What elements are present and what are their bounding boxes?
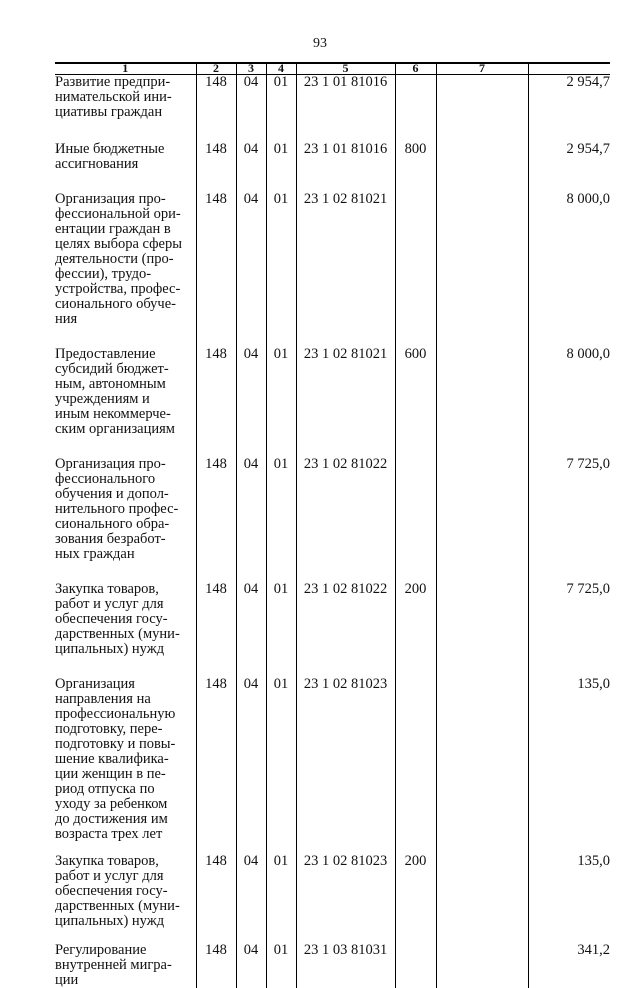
row-name-cell (55, 75, 196, 143)
row-name-line: риод отпуска по (55, 781, 155, 797)
target-article-cell: 23 1 02 81021 (296, 192, 395, 347)
row-name-line: Иные бюджетные (55, 141, 165, 157)
row-name-cell (55, 943, 196, 988)
section-code-cell: 04 (236, 677, 266, 854)
table-row (55, 142, 610, 192)
ministry-code-cell: 148 (196, 943, 236, 988)
row-name-line: ентации граждан в (55, 221, 171, 237)
column-header: 1 (55, 63, 196, 75)
row-name-line: Организация про- (55, 456, 166, 472)
expense-type-cell: 800 (395, 142, 436, 192)
row-name-line: подготовку, пере- (55, 721, 163, 737)
row-name-line: нимательской ини- (55, 89, 172, 105)
expense-type-cell: 600 (395, 347, 436, 457)
section-code-cell: 04 (236, 192, 266, 347)
row-name-line: профессиональную (55, 706, 176, 722)
section-code-cell: 04 (236, 75, 266, 143)
row-name-line: деятельности (про- (55, 251, 174, 267)
row-name-line: ции (55, 972, 79, 988)
ministry-code-cell: 148 (196, 582, 236, 677)
subsection-code-cell: 01 (266, 677, 296, 854)
section-code-cell: 04 (236, 582, 266, 677)
row-name-line: обеспечения госу- (55, 883, 168, 899)
row-name-line: циативы граждан (55, 104, 163, 120)
subsection-code-cell: 01 (266, 457, 296, 582)
row-name-line: до достижения им (55, 811, 168, 827)
expense-type-cell (395, 192, 436, 347)
target-article-cell: 23 1 02 81021 (296, 347, 395, 457)
row-name-cell (55, 192, 196, 347)
ministry-code-cell: 148 (196, 192, 236, 347)
column-7-cell (436, 142, 528, 192)
ministry-code-cell: 148 (196, 142, 236, 192)
row-name-line: нительного профес- (55, 501, 179, 517)
row-name-line: дарственных (муни- (55, 626, 180, 642)
column-header: 7 (436, 63, 528, 75)
column-header: 2 (196, 63, 236, 75)
row-name-line: целях выбора сферы (55, 236, 182, 252)
column-7-cell (436, 582, 528, 677)
target-article-cell: 23 1 02 81022 (296, 457, 395, 582)
row-name-line: Регулирование (55, 942, 147, 958)
column-7-cell (436, 677, 528, 854)
target-article-cell: 23 1 03 81031 (296, 943, 395, 988)
expense-type-cell (395, 457, 436, 582)
table-row (55, 582, 610, 677)
column-header (528, 63, 610, 75)
row-name-cell (55, 457, 196, 582)
table-row (55, 347, 610, 457)
section-code-cell: 04 (236, 142, 266, 192)
column-7-cell (436, 854, 528, 943)
table-row (55, 192, 610, 347)
row-name-line: сионального обуче- (55, 296, 176, 312)
row-name-line: ципальных) нужд (55, 913, 165, 929)
subsection-code-cell: 01 (266, 347, 296, 457)
section-code-cell: 04 (236, 457, 266, 582)
column-7-cell (436, 943, 528, 988)
ministry-code-cell: 148 (196, 854, 236, 943)
row-name-line: субсидий бюджет- (55, 361, 169, 377)
target-article-cell: 23 1 01 81016 (296, 142, 395, 192)
target-article-cell: 23 1 02 81023 (296, 677, 395, 854)
row-name-line: направления на (55, 691, 151, 707)
row-name-line: Организация (55, 676, 135, 692)
row-name-line: фессиональной ори- (55, 206, 181, 222)
column-7-cell (436, 457, 528, 582)
target-article-cell: 23 1 01 81016 (296, 75, 395, 143)
section-code-cell: 04 (236, 347, 266, 457)
budget-table (55, 63, 610, 988)
row-name-cell (55, 854, 196, 943)
row-name-line: возраста трех лет (55, 826, 163, 842)
ministry-code-cell: 148 (196, 75, 236, 143)
column-7-cell (436, 347, 528, 457)
row-name-line: ским организациям (55, 421, 175, 437)
page-number: 93 (313, 36, 327, 51)
amount-cell: 135,0 (528, 854, 610, 943)
expense-type-cell (395, 677, 436, 854)
row-name-line: шение квалифика- (55, 751, 169, 767)
target-article-cell: 23 1 02 81022 (296, 582, 395, 677)
subsection-code-cell: 01 (266, 142, 296, 192)
row-name-line: ции женщин в пе- (55, 766, 166, 782)
row-name-line: работ и услуг для (55, 868, 164, 884)
row-name-line: ассигнования (55, 156, 139, 172)
row-name-cell (55, 347, 196, 457)
row-name-cell (55, 142, 196, 192)
amount-cell: 7 725,0 (528, 457, 610, 582)
amount-cell: 2 954,7 (528, 75, 610, 143)
column-header: 5 (296, 63, 395, 75)
column-header: 3 (236, 63, 266, 75)
row-name-line: обучения и допол- (55, 486, 169, 502)
ministry-code-cell: 148 (196, 677, 236, 854)
table-row (55, 457, 610, 582)
row-name-line: работ и услуг для (55, 596, 164, 612)
row-name-line: иным некоммерче- (55, 406, 171, 422)
expense-type-cell: 200 (395, 854, 436, 943)
amount-cell: 7 725,0 (528, 582, 610, 677)
target-article-cell: 23 1 02 81023 (296, 854, 395, 943)
subsection-code-cell: 01 (266, 582, 296, 677)
expense-type-cell (395, 75, 436, 143)
column-header: 4 (266, 63, 296, 75)
row-name-line: внутренней мигра- (55, 957, 172, 973)
amount-cell: 341,2 (528, 943, 610, 988)
amount-cell: 8 000,0 (528, 347, 610, 457)
row-name-line: Развитие предпри- (55, 74, 171, 90)
row-name-line: ципальных) нужд (55, 641, 165, 657)
row-name-line: учреждениям и (55, 391, 150, 407)
subsection-code-cell: 01 (266, 943, 296, 988)
expense-type-cell: 200 (395, 582, 436, 677)
subsection-code-cell: 01 (266, 854, 296, 943)
subsection-code-cell: 01 (266, 75, 296, 143)
row-name-cell (55, 582, 196, 677)
row-name-line: подготовку и повы- (55, 736, 176, 752)
row-name-line: зования безработ- (55, 531, 166, 547)
row-name-line: устройства, профес- (55, 281, 181, 297)
subsection-code-cell: 01 (266, 192, 296, 347)
row-name-cell (55, 677, 196, 854)
row-name-line: фессионального (55, 471, 156, 487)
section-code-cell: 04 (236, 854, 266, 943)
row-name-line: ных граждан (55, 546, 135, 562)
row-name-line: Закупка товаров, (55, 853, 159, 869)
column-header: 6 (395, 63, 436, 75)
row-name-line: обеспечения госу- (55, 611, 168, 627)
row-name-line: дарственных (муни- (55, 898, 180, 914)
table-row (55, 854, 610, 943)
row-name-line: ния (55, 311, 78, 327)
column-7-cell (436, 75, 528, 143)
amount-cell: 8 000,0 (528, 192, 610, 347)
section-code-cell: 04 (236, 943, 266, 988)
row-name-line: Закупка товаров, (55, 581, 159, 597)
amount-cell: 2 954,7 (528, 142, 610, 192)
row-name-line: Организация про- (55, 191, 166, 207)
row-name-line: ным, автономным (55, 376, 166, 392)
expense-type-cell (395, 943, 436, 988)
column-number-row (55, 63, 610, 75)
row-name-line: уходу за ребенком (55, 796, 168, 812)
row-name-line: фессии), трудо- (55, 266, 152, 282)
table-row (55, 677, 610, 854)
ministry-code-cell: 148 (196, 347, 236, 457)
amount-cell: 135,0 (528, 677, 610, 854)
row-name-line: сионального обра- (55, 516, 170, 532)
row-name-line: Предоставление (55, 346, 156, 362)
ministry-code-cell: 148 (196, 457, 236, 582)
table-row (55, 75, 610, 143)
column-7-cell (436, 192, 528, 347)
table-row (55, 943, 610, 988)
